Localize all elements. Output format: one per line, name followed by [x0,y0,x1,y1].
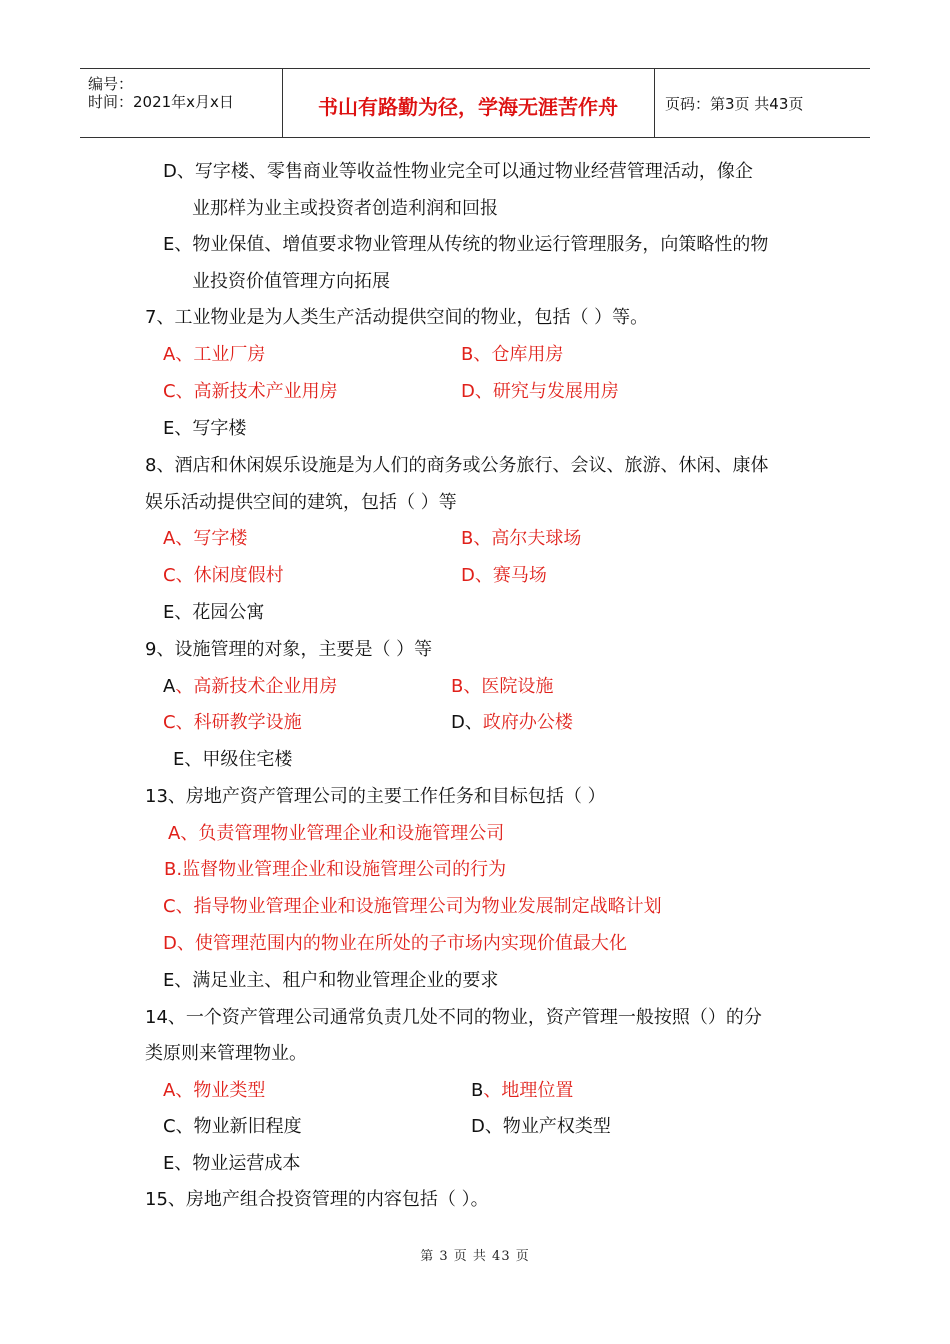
q8-stem-line2: 娱乐活动提供空间的建筑，包括（ ）等 [145,492,457,513]
q14-option-a: A、物业类型 [163,1080,266,1101]
q14-stem-line2: 类原则来管理物业。 [145,1043,307,1064]
q7-option-a: A、工业厂房 [163,344,266,365]
q15-stem: 15、房地产组合投资管理的内容包括（ ）。 [145,1189,489,1210]
q9-option-d-text: 政府办公楼 [482,712,573,733]
q6-option-d-line1: D、写字楼、零售商业等收益性物业完全可以通过物业经营管理活动，像企 [163,161,753,182]
q14-option-d: D、物业产权类型 [471,1116,611,1137]
q14-stem-line1: 14、一个资产管理公司通常负责几处不同的物业，资产管理一般按照（）的分 [145,1007,762,1028]
q7-option-d: D、研究与发展用房 [461,381,619,402]
q13-option-d: D、使管理范围内的物业在所处的子市场内实现价值最大化 [163,933,627,954]
q7-option-e: E、写字楼 [163,418,247,439]
q8-option-c: C、休闲度假村 [163,565,284,586]
q6-option-e-line2: 业投资价值管理方向拓展 [192,271,390,292]
q13-stem: 13、房地产资产管理公司的主要工作任务和目标包括（ ） [145,786,606,807]
q14-option-b-text: 、地理位置 [483,1080,574,1101]
q14-option-e: E、物业运营成本 [163,1153,301,1174]
q9-option-c: C、科研教学设施 [163,712,302,733]
q9-option-a-text: 、高新技术企业用房 [175,676,338,697]
q8-option-a: A、写字楼 [163,528,248,549]
q8-stem-line1: 8、酒店和休闲娱乐设施是为人们的商务或公务旅行、会议、旅游、休闲、康体 [145,455,769,476]
q8-option-d: D、赛马场 [461,565,547,586]
q13-option-c: C、指导物业管理企业和设施管理公司为物业发展制定战略计划 [163,896,662,917]
q13-option-e: E、满足业主、租户和物业管理企业的要求 [163,970,499,991]
page-info: 页码：第3页 共43页 [665,95,804,113]
q7-stem: 7、工业物业是为人类生产活动提供空间的物业，包括（ ）等。 [145,307,649,328]
q13-option-a: A、负责管理物业管理企业和设施管理公司 [168,823,505,844]
q6-option-e-line1: E、物业保值、增值要求物业管理从传统的物业运行管理服务，向策略性的物 [163,234,769,255]
q9-option-e: E、甲级住宅楼 [173,749,293,770]
header-left-cell [80,69,283,137]
code-label: 编号： [88,75,134,93]
q9-stem: 9、设施管理的对象，主要是（ ）等 [145,639,433,660]
q14-option-b [471,1079,573,1103]
q14-option-c: C、物业新旧程度 [163,1116,302,1137]
q9-option-d [451,711,573,735]
header-right-cell [655,69,870,137]
q13-option-b: B.监督物业管理企业和设施管理公司的行为 [164,859,507,880]
motto: 书山有路勤为径，学海无涯苦作舟 [318,95,618,119]
page-footer: 第 3 页 共 43 页 [420,1249,530,1264]
q9-option-a-letter: A [163,676,176,697]
time-label: 时间：2021年x月x日 [88,93,234,111]
q7-option-c: C、高新技术产业用房 [163,381,338,402]
q6-option-d-line2: 业那样为业主或投资者创造利润和回报 [192,198,498,219]
q9-option-b: B、医院设施 [451,676,554,697]
q9-option-a [163,675,337,699]
q14-option-b-letter: B [471,1080,484,1101]
q9-option-d-letter: D、 [451,712,483,733]
q8-option-b: B、高尔夫球场 [461,528,582,549]
q7-option-b: B、仓库用房 [461,344,564,365]
header-mid-cell [282,69,655,137]
page-header [80,68,870,138]
q8-option-e: E、花园公寓 [163,602,265,623]
